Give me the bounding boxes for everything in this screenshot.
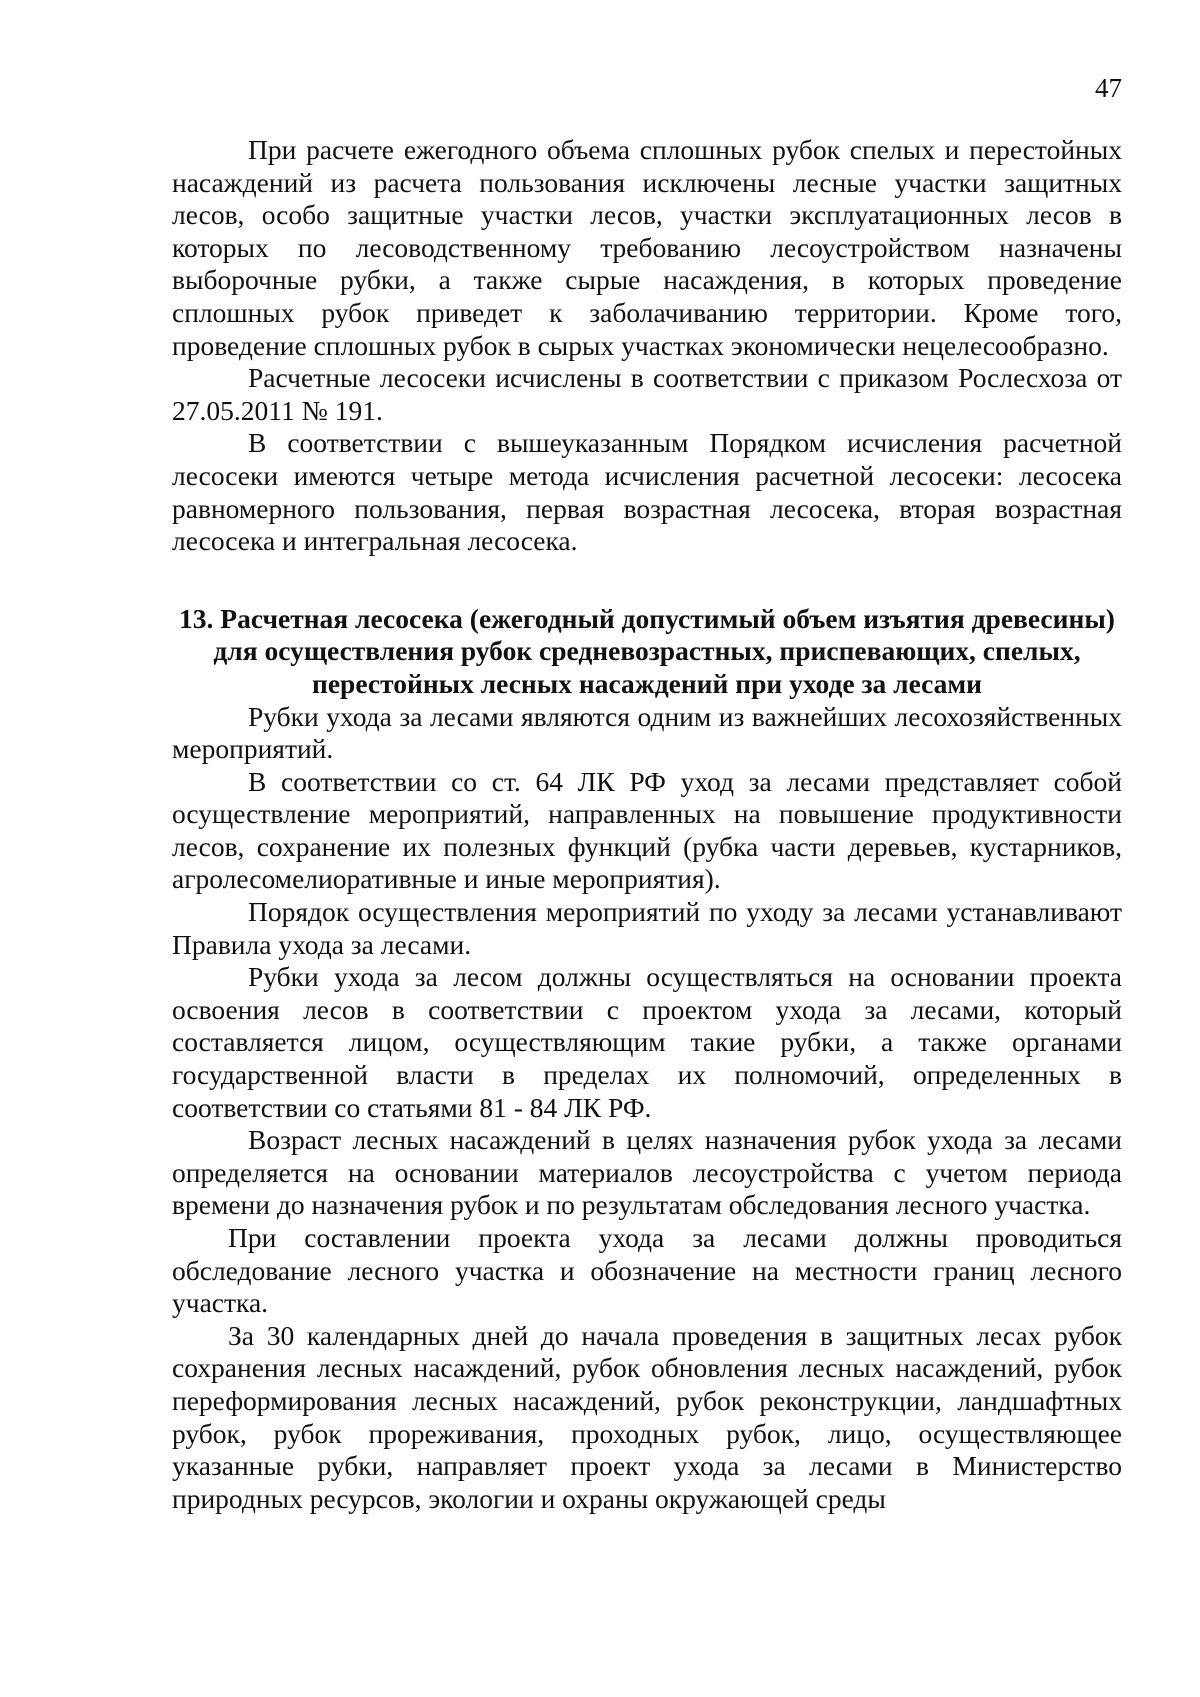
- paragraph-stand-age: Возраст лесных насаждений в целях назначения рубок ухода за лесами определяется на основании материалов лесоустройства с учетом периода времени до назначения рубок и по результатам обследования лесного участка.: [172, 1124, 1122, 1221]
- paragraph-care-rules: Порядок осуществления мероприятий по уходу за лесами устанавливают Правила ухода за лесами.: [172, 896, 1122, 960]
- paragraph-calculation-methods: В соответствии с вышеуказанным Порядком исчисления расчетной лесосеки имеются четыре метода исчисления расчетной лесосеки: лесосека равномерного пользования, первая возрастная лесосека, вторая возрастная лесосека и интегральная лесосека.: [172, 427, 1122, 557]
- paragraph-site-survey: При составлении проекта ухода за лесами должны проводиться обследование лесного участка и обозначение на местности границ лесного участка.: [172, 1222, 1122, 1319]
- paragraph-forest-code-article-64: В соответствии со ст. 64 ЛК РФ уход за лесами представляет собой осуществление мероприятий, направленных на повышение продуктивности лесов, сохранение их полезных функций (рубка части деревьев, кустарников, агролесомелиоративные и иные мероприятия).: [172, 765, 1122, 895]
- paragraph-30-days-notice: За 30 календарных дней до начала проведения в защитных лесах рубок сохранения лесных насаждений, рубок обновления лесных насаждений, рубок переформирования лесных насаждений, рубок реконструкции, ландшафтных рубок, рубок прореживания, проходных рубок, лицо, осуществляющее указанные рубки, направляет проект ухода за лесами в Министерство природных ресурсов, экологии и охраны окружающей среды: [172, 1319, 1122, 1514]
- page-number: 47: [1095, 73, 1122, 103]
- paragraph-development-project: Рубки ухода за лесом должны осуществляться на основании проекта освоения лесов в соответствии с проектом ухода за лесами, который составляется лицом, осуществляющим такие рубки, а также органами государственной власти в пределах их полномочий, определенных в соответствии со статьями 81 - 84 ЛК РФ.: [172, 961, 1122, 1123]
- paragraph-calculated-cutting-areas: Расчетные лесосеки исчислены в соответствии с приказом Рослесхоза от 27.05.2011 № 191.: [172, 362, 1122, 426]
- paragraph-thinning-importance: Рубки ухода за лесами являются одним из важнейших лесохозяйственных мероприятий.: [172, 700, 1122, 765]
- paragraph-excluded-areas: При расчете ежегодного объема сплошных рубок спелых и перестойных насаждений из расчета пользования исключены лесные участки защитных лесов, особо защитные участки лесов, участки эксплуатационных лесов в которых по лесоводственному требованию лесоустройством назначены выборочные рубки, а также сырые насаждения, в которых проведение сплошных рубок приведет к заболачиванию территории. Кроме того, проведение сплошных рубок в сырых участках экономически нецелесообразно.: [172, 134, 1122, 361]
- document-body: [172, 134, 1122, 1515]
- section-title: 13. Расчетная лесосека (ежегодный допустимый объем изъятия древесины) для осуществления рубок средневозрастных, приспевающих, спелых, перестойных лесных насаждений при уходе за лесами: [179, 602, 1115, 699]
